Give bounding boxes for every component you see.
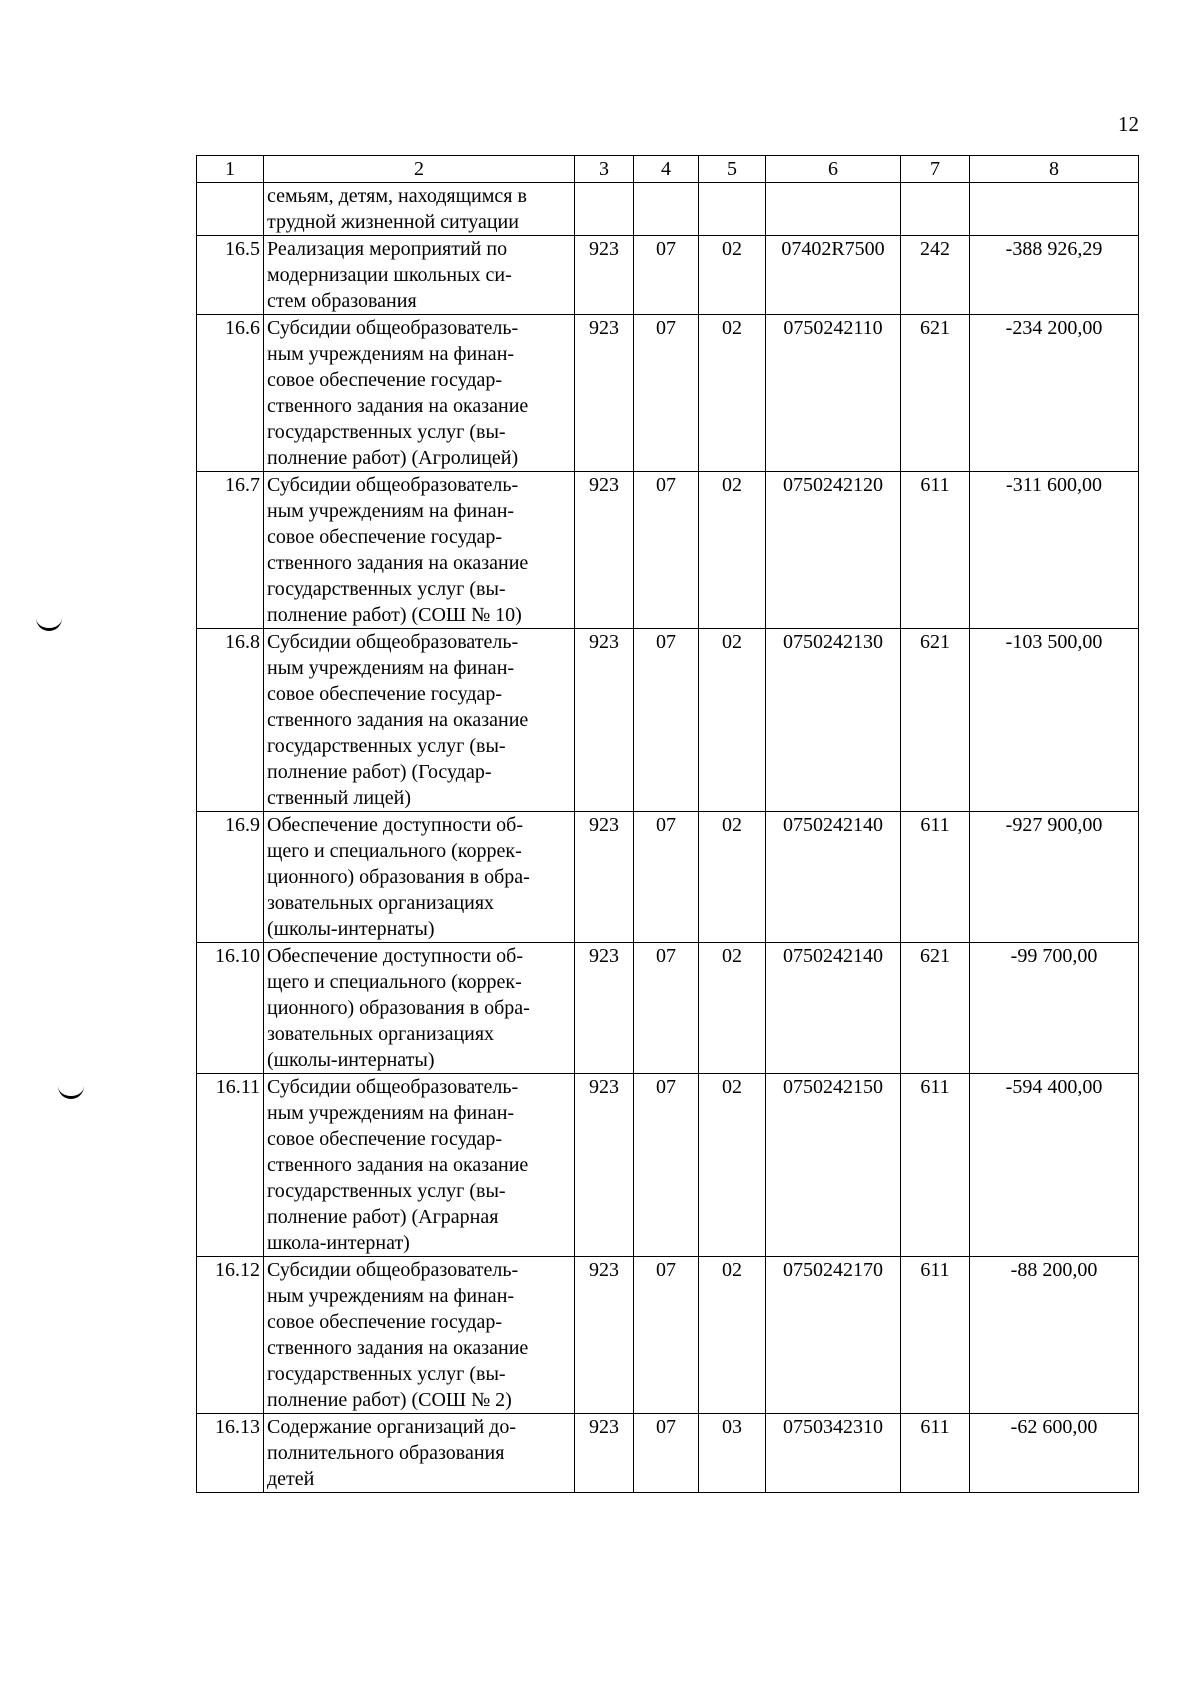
cell-col7: 611	[901, 1414, 970, 1493]
description-text: Реализация мероприятий по модернизации школьных си- стем образования	[267, 238, 512, 312]
cell-col3: 923	[575, 472, 634, 629]
cell-amount: -927 900,00	[970, 812, 1139, 943]
row-description	[264, 236, 575, 315]
table-row	[197, 1257, 1139, 1414]
description-text: Субсидии общеобразователь- ным учреждениям на финан- совое обеспечение государ- ственного задания на оказание государственных услуг (вы- полнение работ) (Аграрная школа-интернат)	[267, 1076, 529, 1254]
cell-col3: 923	[575, 1074, 634, 1257]
column-header: 6	[766, 156, 901, 183]
cell-col7: 621	[901, 943, 970, 1074]
cell-col5: 02	[699, 1074, 766, 1257]
row-description	[264, 812, 575, 943]
row-number	[197, 183, 264, 236]
cell-col4	[634, 183, 699, 236]
cell-amount: -88 200,00	[970, 1257, 1139, 1414]
cell-col7: 242	[901, 236, 970, 315]
description-text: Субсидии общеобразователь- ным учреждениям на финан- совое обеспечение государ- ственного задания на оказание государственных услуг (вы- полнение работ) (СОШ № 10)	[267, 474, 529, 626]
cell-amount: -103 500,00	[970, 629, 1139, 812]
cell-amount: -311 600,00	[970, 472, 1139, 629]
cell-col5: 02	[699, 812, 766, 943]
cell-col5	[699, 183, 766, 236]
cell-col4: 07	[634, 1257, 699, 1414]
table-row	[197, 315, 1139, 472]
column-header: 2	[264, 156, 575, 183]
cell-amount: -388 926,29	[970, 236, 1139, 315]
column-header: 3	[575, 156, 634, 183]
description-text: семьям, детям, находящимся в трудной жизненной ситуации	[267, 185, 527, 233]
scan-mark	[36, 618, 62, 631]
description-text: Субсидии общеобразователь- ным учреждениям на финан- совое обеспечение государ- ственного задания на оказание государственных услуг (вы- полнение работ) (Государ- ственный лицей)	[267, 631, 529, 809]
cell-col6: 0750242150	[766, 1074, 901, 1257]
cell-col3: 923	[575, 315, 634, 472]
cell-col6: 07402R7500	[766, 236, 901, 315]
column-header: 5	[699, 156, 766, 183]
row-number: 16.9	[197, 812, 264, 943]
row-number: 16.13	[197, 1414, 264, 1493]
cell-col4: 07	[634, 812, 699, 943]
table-row	[197, 183, 1139, 236]
row-number: 16.10	[197, 943, 264, 1074]
cell-amount	[970, 183, 1139, 236]
row-description	[264, 943, 575, 1074]
cell-col5: 03	[699, 1414, 766, 1493]
row-description	[264, 1257, 575, 1414]
row-description	[264, 1414, 575, 1493]
cell-col7: 621	[901, 629, 970, 812]
cell-col6	[766, 183, 901, 236]
table-row	[197, 629, 1139, 812]
cell-col7: 621	[901, 315, 970, 472]
cell-col4: 07	[634, 1414, 699, 1493]
row-number: 16.11	[197, 1074, 264, 1257]
cell-col6: 0750242140	[766, 943, 901, 1074]
budget-table	[196, 155, 1139, 1493]
row-description	[264, 183, 575, 236]
row-number: 16.7	[197, 472, 264, 629]
cell-col4: 07	[634, 236, 699, 315]
cell-amount: -62 600,00	[970, 1414, 1139, 1493]
cell-col5: 02	[699, 472, 766, 629]
cell-col3	[575, 183, 634, 236]
row-description	[264, 629, 575, 812]
cell-col3: 923	[575, 629, 634, 812]
table-row	[197, 472, 1139, 629]
cell-col5: 02	[699, 1257, 766, 1414]
page-number: 12	[1118, 112, 1139, 136]
cell-col4: 07	[634, 315, 699, 472]
table-header-row	[197, 156, 1139, 183]
description-text: Обеспечение доступности об- щего и специального (коррек- ционного) образования в обра- зовательных организациях (школы-интернаты)	[267, 945, 530, 1071]
row-number: 16.6	[197, 315, 264, 472]
row-description	[264, 472, 575, 629]
description-text: Субсидии общеобразователь- ным учреждениям на финан- совое обеспечение государ- ственного задания на оказание государственных услуг (вы- полнение работ) (СОШ № 2)	[267, 1259, 529, 1411]
column-header: 1	[197, 156, 264, 183]
cell-col3: 923	[575, 1257, 634, 1414]
table-row	[197, 1414, 1139, 1493]
description-text: Содержание организаций до- полнительного образования детей	[267, 1416, 517, 1490]
cell-amount: -234 200,00	[970, 315, 1139, 472]
cell-col6: 0750242120	[766, 472, 901, 629]
cell-col4: 07	[634, 472, 699, 629]
column-header: 7	[901, 156, 970, 183]
cell-col4: 07	[634, 943, 699, 1074]
cell-amount: -99 700,00	[970, 943, 1139, 1074]
row-number: 16.8	[197, 629, 264, 812]
cell-col6: 0750342310	[766, 1414, 901, 1493]
description-text: Обеспечение доступности об- щего и специального (коррек- ционного) образования в обра- зовательных организациях (школы-интернаты)	[267, 814, 530, 940]
cell-col6: 0750242130	[766, 629, 901, 812]
cell-amount: -594 400,00	[970, 1074, 1139, 1257]
row-number: 16.12	[197, 1257, 264, 1414]
cell-col6: 0750242110	[766, 315, 901, 472]
cell-col6: 0750242140	[766, 812, 901, 943]
cell-col4: 07	[634, 1074, 699, 1257]
cell-col3: 923	[575, 236, 634, 315]
cell-col3: 923	[575, 812, 634, 943]
table-row	[197, 812, 1139, 943]
cell-col5: 02	[699, 236, 766, 315]
cell-col3: 923	[575, 943, 634, 1074]
cell-col5: 02	[699, 629, 766, 812]
cell-col7: 611	[901, 472, 970, 629]
row-description	[264, 1074, 575, 1257]
cell-col4: 07	[634, 629, 699, 812]
cell-col5: 02	[699, 943, 766, 1074]
row-description	[264, 315, 575, 472]
scan-mark	[58, 1086, 84, 1099]
cell-col7: 611	[901, 1074, 970, 1257]
description-text: Субсидии общеобразователь- ным учреждениям на финан- совое обеспечение государ- ственного задания на оказание государственных услуг (вы- полнение работ) (Агролицей)	[267, 317, 529, 469]
column-header: 4	[634, 156, 699, 183]
table-row	[197, 943, 1139, 1074]
cell-col7: 611	[901, 1257, 970, 1414]
table-row	[197, 236, 1139, 315]
row-number: 16.5	[197, 236, 264, 315]
cell-col6: 0750242170	[766, 1257, 901, 1414]
cell-col7: 611	[901, 812, 970, 943]
cell-col3: 923	[575, 1414, 634, 1493]
cell-col7	[901, 183, 970, 236]
cell-col5: 02	[699, 315, 766, 472]
column-header: 8	[970, 156, 1139, 183]
table-row	[197, 1074, 1139, 1257]
